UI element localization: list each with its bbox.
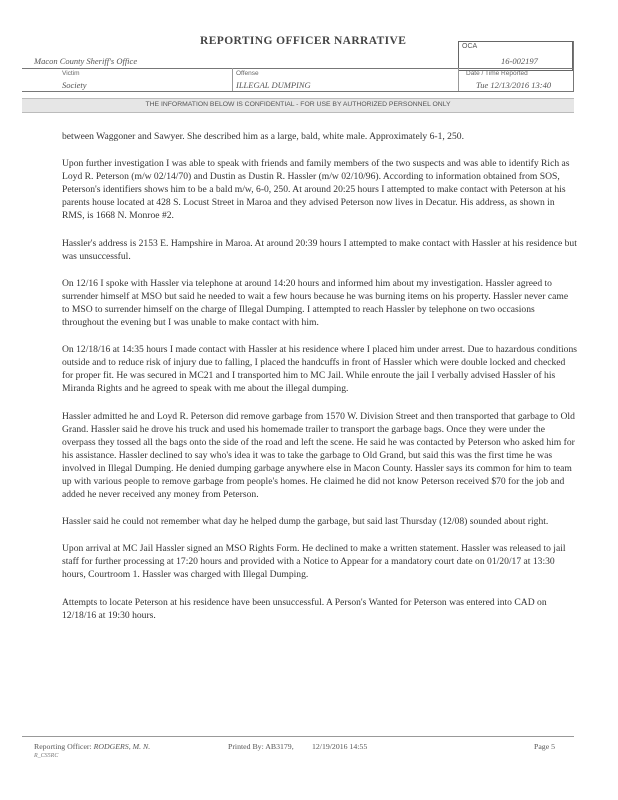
confidential-notice: THE INFORMATION BELOW IS CONFIDENTIAL - FOR USE BY AUTHORIZED PERSONNEL ONLY: [145, 101, 451, 108]
header-column-divider: [458, 68, 459, 91]
report-title: REPORTING OFFICER NARRATIVE: [200, 35, 407, 47]
reporting-officer: [34, 742, 150, 751]
footer-divider: [22, 736, 574, 737]
officer-label: Reporting Officer:: [34, 742, 92, 751]
offense-value: ILLEGAL DUMPING: [236, 80, 311, 90]
narrative-paragraph: between Waggoner and Sawyer. She described him as a large, bald, white male. Approximately 6-1, 250.: [62, 131, 464, 142]
report-code: R_CS5RC: [34, 753, 59, 759]
narrative-paragraph: Attempts to locate Peterson at his residence have been unsuccessful. A Person's Wanted for Peterson was entered into CAD on 12/18/16 at 19:30 hours.: [62, 596, 547, 621]
printed-date: 12/19/2016 14:55: [312, 742, 368, 751]
header-right-border: [573, 41, 574, 91]
printed-label: Printed By:: [228, 742, 264, 751]
offense-label: Offense: [236, 70, 259, 77]
date-reported-label: Date / Time Reported: [466, 70, 528, 77]
narrative-paragraph: Hassler said he could not remember what day he helped dump the garbage, but said last Thursday (12/08) sounded about right.: [62, 516, 549, 528]
confidential-banner: [22, 98, 574, 113]
narrative-paragraph: Hassler admitted he and Loyd R. Peterson did remove garbage from 1570 W. Division Street and then transported that garbage to Old Grand. Hassler said he drove his truck and used his homemade trailer to transport the garbage bags. Once they were under the overpass they tossed all the bags onto the side of the road and left the scene. He said he was contacted by Peterson who asked him for his assistance. Hassler declined to say who's idea it was to take the garbage to Old Grand, but said this was the first time he was involved in Illegal Dumping. He denied dumping garbage anywhere else in Macon County. Hassler says its common for him to team up with various people to remove garbage from people's homes. He claimed he did not know Peterson received $70 for the job and added he never received any money from Peterson.: [62, 410, 575, 501]
oca-box: [458, 41, 573, 71]
narrative-paragraph: On 12/16 I spoke with Hassler via telephone at around 14:20 hours and informed him about my investigation. Hassler agreed to surrender himself at MSO but said he needed to wait a few hours because he was burning items on his property. Hassler never came to MSO to surrender himself on the charge of Illegal Dumping. I attempted to reach Hassler by telephone on two occasions throughout the evening but I was unable to make contact with him.: [62, 277, 569, 329]
narrative-paragraph: On 12/18/16 at 14:35 hours I made contact with Hassler at his residence where I placed him under arrest. Due to hazardous conditions outside and to reduce risk of injury due to falling, I placed the handcuffs in front of Hassler which were double locked and checked for proper fit. He was secured in MC21 and I transported him to MC Jail. While enroute the jail I verbally advised Hassler of his Miranda Rights and he agreed to speak with me about the illegal dumping.: [62, 344, 577, 395]
oca-label: OCA: [462, 43, 478, 50]
header-column-divider: [232, 68, 233, 91]
narrative-paragraph: Upon arrival at MC Jail Hassler signed an MSO Rights Form. He declined to make a written statement. Hassler was released to jail staff for further processing at 17:20 hours and provided with a Notice to Appear for a mandatory court date on 01/20/17 at 13:30 hours, Courtroom 1. Hassler was charged with Illegal Dumping.: [62, 543, 566, 581]
header-divider-bottom: [22, 91, 574, 92]
printed-by-id: AB3179,: [265, 742, 294, 751]
agency-name: Macon County Sheriff's Office: [34, 56, 138, 66]
narrative-paragraph: Hassler's address is 2153 E. Hampshire in Maroa. At around 20:39 hours I attempted to make contact with Hassler at his residence but was unsuccessful.: [62, 237, 577, 262]
page-number: Page 5: [534, 742, 556, 751]
narrative-paragraph: Upon further investigation I was able to speak with friends and family members of the two suspects and was able to identify Rich as Loyd R. Peterson (m/w 02/14/70) and Dustin as Dustin R. Hassler (m/w 02/10/96). According to information obtained from SOS, Peterson's identifiers shows him to be a bald m/w, 6-0, 250. At around 20:25 hours I attempted to make contact with Peterson at his parents house located at 428 S. Locust Street in Maroa and they advised Peterson now lives in Decatur. His address, as shown in RMS, is 1668 N. Monroe #2.: [62, 158, 570, 222]
header-divider-top: [22, 68, 574, 69]
victim-value: Society: [62, 80, 87, 90]
victim-label: Victim: [62, 70, 80, 77]
oca-number: 16-002197: [501, 56, 538, 66]
officer-name: RODGERS, M. N.: [93, 742, 151, 751]
date-reported-value: Tue 12/13/2016 13:40: [476, 80, 552, 90]
narrative-body: [62, 130, 577, 636]
printed-by: [228, 742, 294, 751]
